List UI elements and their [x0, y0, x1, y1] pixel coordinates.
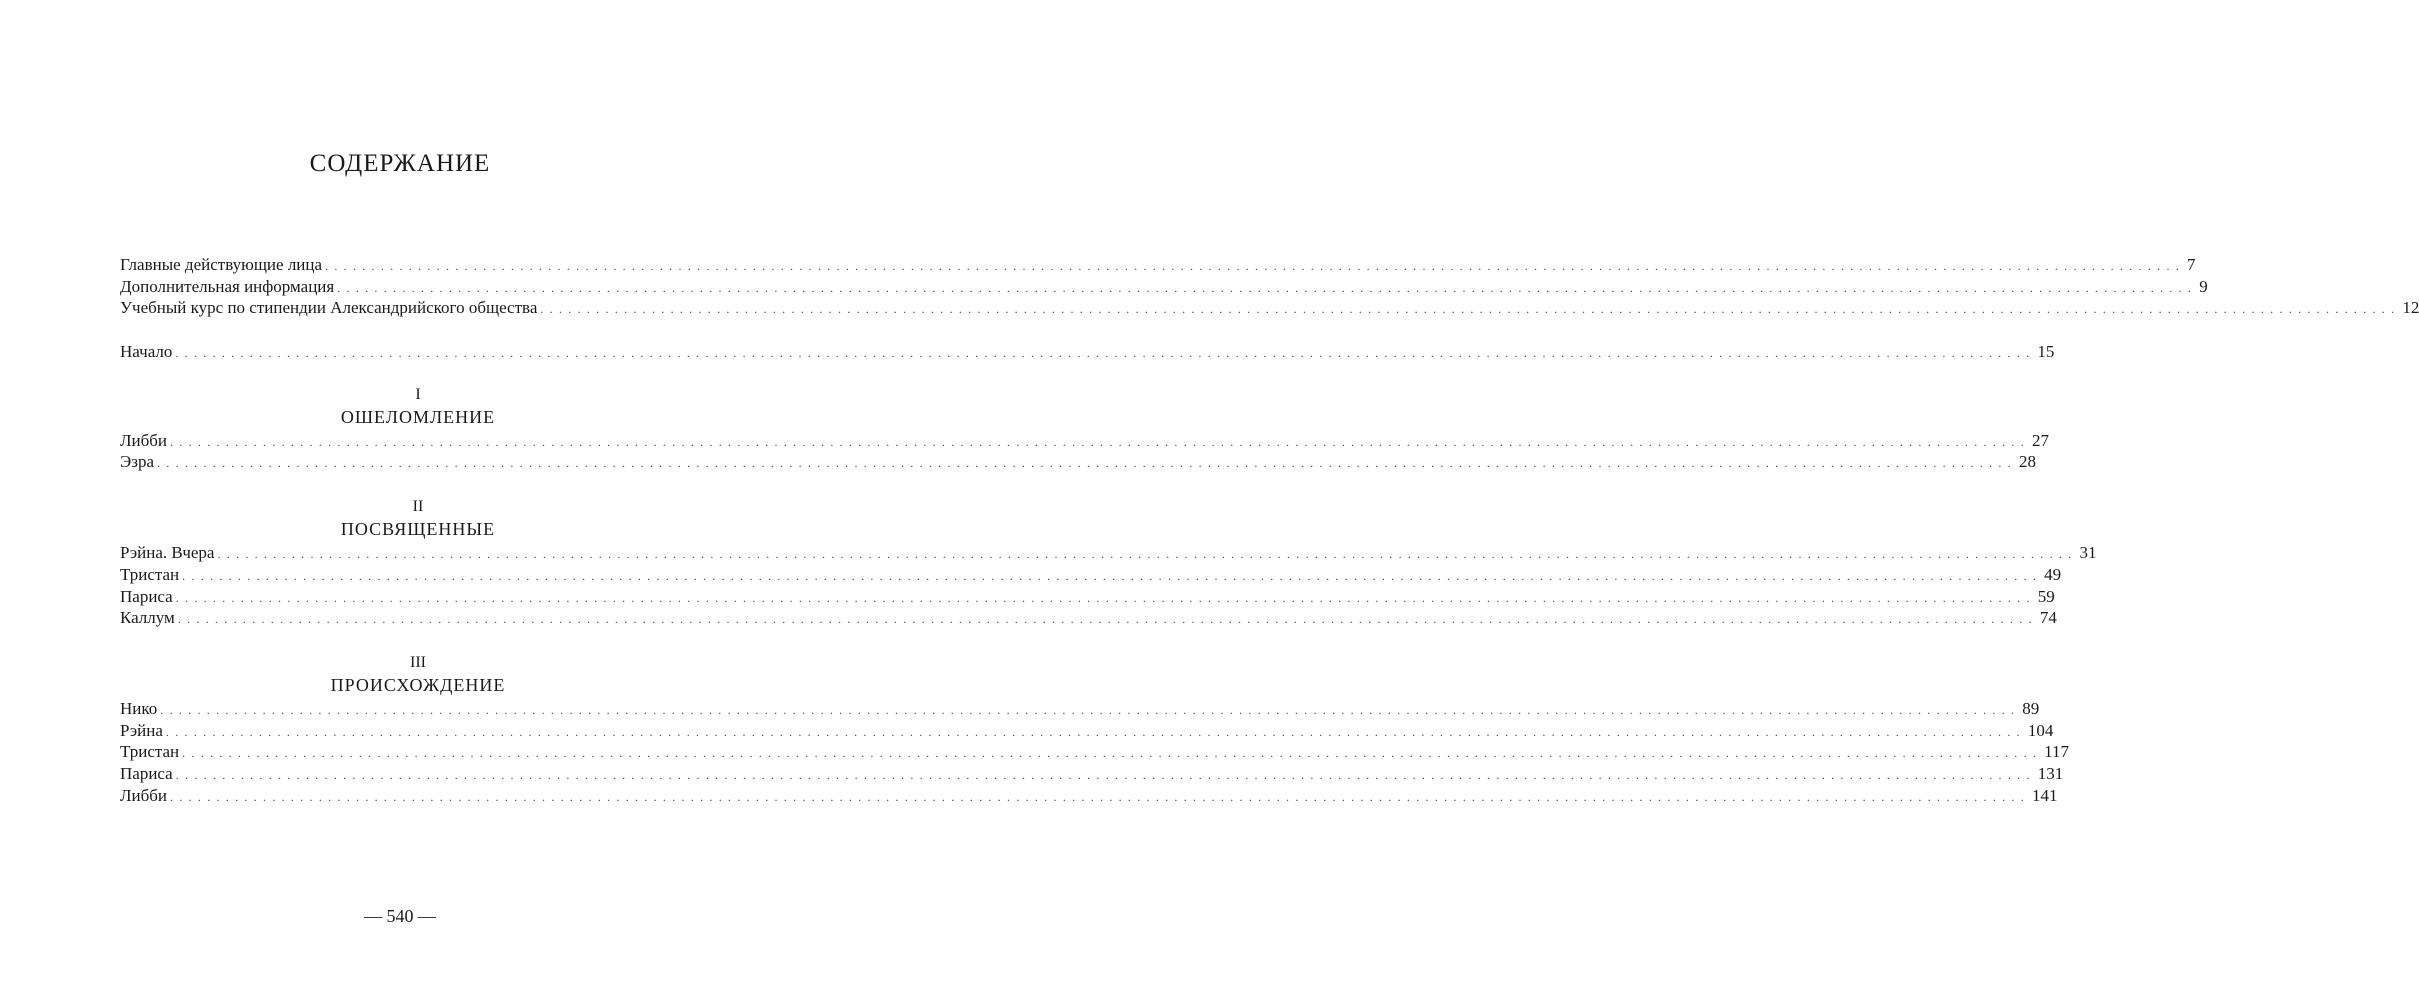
part-number: I	[415, 385, 421, 403]
toc-entry-label: Париса	[120, 586, 173, 606]
toc-entry[interactable]	[120, 297, 2419, 319]
toc-entry-page: 104	[2027, 720, 2054, 740]
toc-entry-page: 131	[2037, 763, 2064, 783]
toc-entry-page: 49	[2044, 564, 2062, 584]
toc-entry[interactable]	[120, 698, 2040, 720]
part-title: ПОСВЯЩЕННЫЕ	[340, 519, 496, 540]
toc-entry-page: 117	[2044, 742, 2070, 762]
dot-leader: ........................................................................................................................................................................................................	[217, 547, 2078, 562]
toc-entry-page: 9	[2199, 276, 2208, 296]
toc-entry-label: Нико	[120, 698, 158, 718]
dot-leader: ........................................................................................................................................................................................................	[160, 702, 2021, 717]
toc-entry[interactable]	[120, 785, 2058, 807]
toc-entry[interactable]	[120, 451, 2036, 473]
page-number: — 540 —	[364, 906, 436, 926]
dot-leader: ........................................................................................................................................................................................................	[170, 789, 2031, 804]
toc-entry-page: 12	[2402, 298, 2419, 318]
dot-leader: ........................................................................................................................................................................................................	[156, 456, 2017, 471]
contents-heading: СОДЕРЖАНИЕ	[309, 150, 491, 177]
toc-entry-page: 59	[2037, 586, 2055, 606]
dot-leader: ........................................................................................................................................................................................................	[182, 568, 2043, 583]
toc-entry-label: Главные действующие лица	[120, 255, 323, 274]
toc-entry-page: 31	[2079, 543, 2097, 563]
table-of-contents	[120, 254, 2419, 806]
toc-entry-page: 89	[2022, 698, 2040, 718]
toc-entry[interactable]	[120, 430, 2050, 452]
part-number: II	[412, 498, 424, 516]
toc-entry[interactable]	[120, 763, 2064, 785]
dot-leader: ........................................................................................................................................................................................................	[175, 346, 2036, 361]
dot-leader: ........................................................................................................................................................................................................	[182, 746, 2043, 761]
toc-entry-page: 28	[2018, 452, 2036, 472]
dot-leader: ........................................................................................................................................................................................................	[337, 280, 2198, 295]
toc-entry[interactable]	[120, 564, 2062, 586]
toc-entry-label: Дополнительная информация	[120, 276, 335, 296]
dot-leader: ........................................................................................................................................................................................................	[175, 767, 2036, 782]
toc-entry[interactable]	[120, 276, 2208, 298]
part-title: ОШЕЛОМЛЕНИЕ	[340, 406, 496, 427]
toc-entry-label: Эзра	[120, 452, 154, 472]
dot-leader: ........................................................................................................................................................................................................	[177, 612, 2038, 627]
toc-entry[interactable]	[120, 586, 2055, 608]
dot-leader: ........................................................................................................................................................................................................	[165, 724, 2026, 739]
toc-entry[interactable]	[120, 542, 2097, 564]
toc-entry-page: 27	[2032, 430, 2050, 450]
part-title: ПРОИСХОЖДЕНИЕ	[330, 674, 506, 695]
toc-entry-label: Начало	[120, 342, 173, 362]
toc-entry-label: Каллум	[120, 608, 175, 628]
toc-entry-page: 15	[2037, 342, 2055, 362]
toc-entry-page: 141	[2032, 785, 2058, 805]
dot-leader: ........................................................................................................................................................................................................	[175, 590, 2036, 605]
toc-entry-label: Париса	[120, 763, 173, 783]
toc-entry-label: Рэйна	[120, 720, 163, 740]
toc-entry-label: Либби	[120, 430, 168, 450]
toc-entry[interactable]	[120, 720, 2054, 742]
dot-leader: ........................................................................................................................................................................................................	[540, 302, 2401, 317]
toc-entry-label: Тристан	[120, 564, 180, 584]
toc-entry-page: 7	[2187, 255, 2196, 274]
toc-entry[interactable]	[120, 741, 2070, 763]
toc-entry-label: Тристан	[120, 742, 180, 762]
toc-entry[interactable]	[120, 254, 2196, 276]
toc-entry-label: Рэйна. Вчера	[120, 543, 215, 563]
toc-entry-label: Учебный курс по стипендии Александрийского общества	[120, 298, 538, 318]
toc-entry-page: 74	[2039, 608, 2057, 628]
toc-entry-label: Либби	[120, 785, 168, 805]
part-number: III	[410, 653, 426, 671]
dot-leader: ........................................................................................................................................................................................................	[325, 259, 2186, 273]
toc-entry-start[interactable]	[120, 341, 2055, 363]
dot-leader: ........................................................................................................................................................................................................	[170, 434, 2031, 449]
toc-entry[interactable]	[120, 607, 2057, 629]
